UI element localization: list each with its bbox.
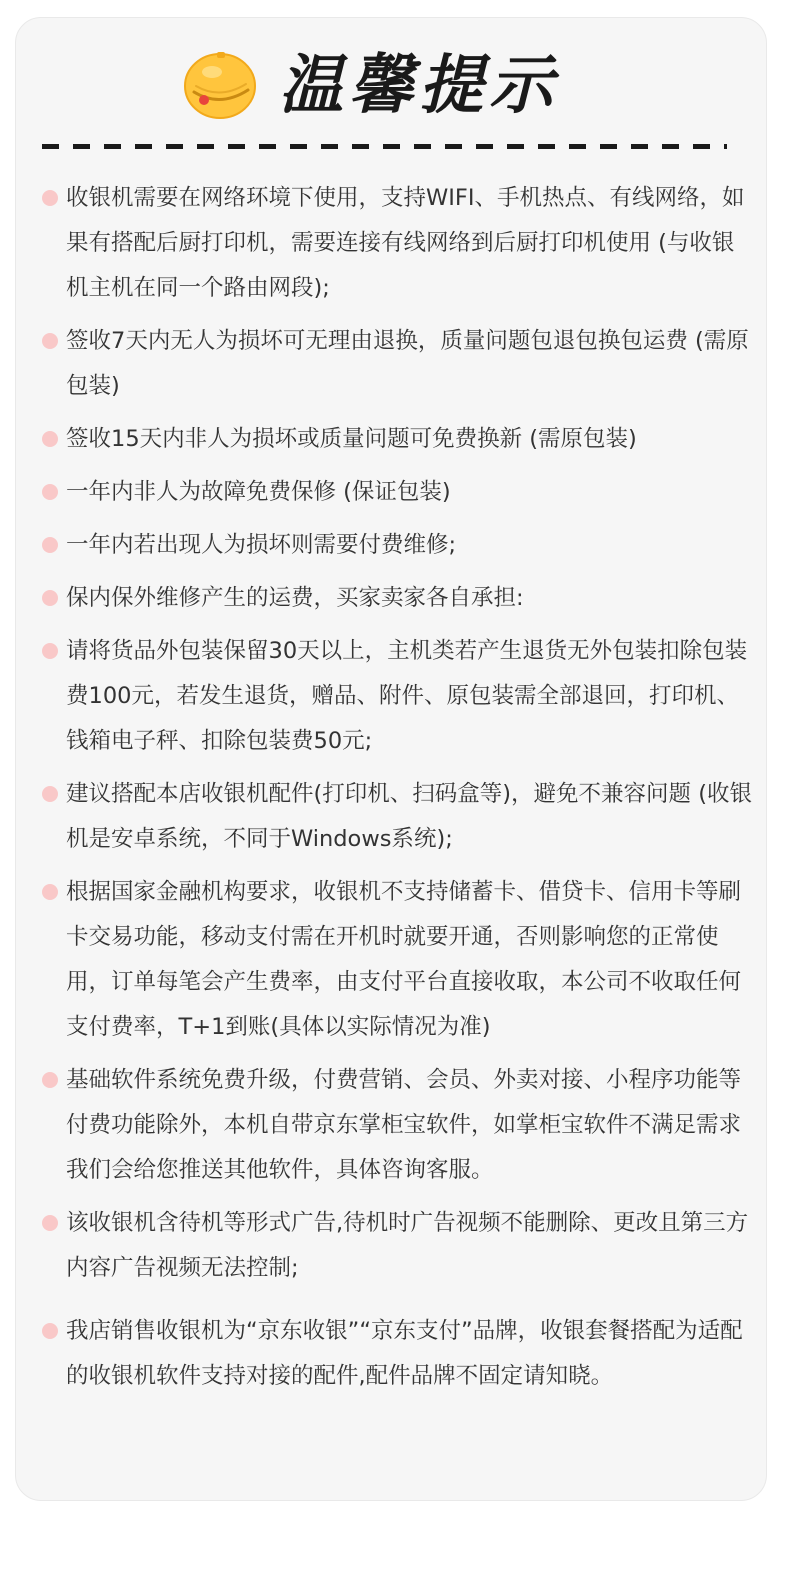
bullet-dot [42,431,58,447]
bullet-dot [42,786,58,802]
list-item [42,870,754,1050]
bullet-dot [42,1323,58,1339]
list-item-text: 签收7天内无人为损坏可无理由退换，质量问题包退包换包运费 (需原包装) [66,328,749,399]
tips-header [16,44,766,154]
bullet-dot [42,1215,58,1231]
list-item [42,523,754,568]
list-item-text: 一年内非人为故障免费保修 (保证包装) [66,479,451,505]
list-item [42,772,754,862]
list-item-text: 签收15天内非人为损坏或质量问题可免费换新 (需原包装) [66,426,637,452]
bullet-dot [42,190,58,206]
bullet-dot [42,1072,58,1088]
dashed-divider [42,144,727,149]
list-item-text: 一年内若出现人为损坏则需要付费维修; [66,532,457,558]
tips-card [15,17,767,1501]
list-item [42,1309,754,1399]
list-item [42,319,754,409]
list-item-text: 建议搭配本店收银机配件(打印机、扫码盒等)，避免不兼容问题 (收银机是安卓系统，不同于Windows系统); [66,781,752,852]
bullet-dot [42,590,58,606]
list-item-text: 请将货品外包装保留30天以上，主机类若产生退货无外包装扣除包装费100元，若发生退货，赠品、附件、原包装需全部退回，打印机、钱箱电子秤、扣除包装费50元; [66,638,748,754]
list-item [42,629,754,764]
bell-icon [182,48,258,120]
bullet-dot [42,884,58,900]
list-item [42,470,754,515]
bullet-dot [42,333,58,349]
list-item [42,176,754,311]
tips-list [42,176,754,1407]
list-item-text: 该收银机含待机等形式广告,待机时广告视频不能删除、更改且第三方内容广告视频无法控制; [66,1210,749,1281]
bullet-dot [42,643,58,659]
list-item [42,417,754,462]
list-item-text: 根据国家金融机构要求，收银机不支持储蓄卡、借贷卡、信用卡等刷卡交易功能，移动支付需在开机时就要开通，否则影响您的正常使用，订单每笔会产生费率，由支付平台直接收取，本公司不收取任何支付费率，T+1到账(具体以实际情况为准) [66,879,742,1040]
page-title: 温馨提示 [279,49,559,123]
list-item-text: 收银机需要在网络环境下使用，支持WIFI、手机热点、有线网络，如果有搭配后厨打印机，需要连接有线网络到后厨打印机使用 (与收银机主机在同一个路由网段); [66,185,745,301]
list-item [42,1201,754,1291]
bullet-dot [42,484,58,500]
list-item-text: 保内保外维修产生的运费，买家卖家各自承担: [66,585,524,611]
list-item-text: 我店销售收银机为“京东收银”“京东支付”品牌，收银套餐搭配为适配的收银机软件支持对接的配件,配件品牌不固定请知晓。 [66,1318,743,1389]
bullet-dot [42,537,58,553]
list-item [42,576,754,621]
list-item-text: 基础软件系统免费升级，付费营销、会员、外卖对接、小程序功能等付费功能除外，本机自带京东掌柜宝软件，如掌柜宝软件不满足需求我们会给您推送其他软件，具体咨询客服。 [66,1067,742,1183]
list-item [42,1058,754,1193]
